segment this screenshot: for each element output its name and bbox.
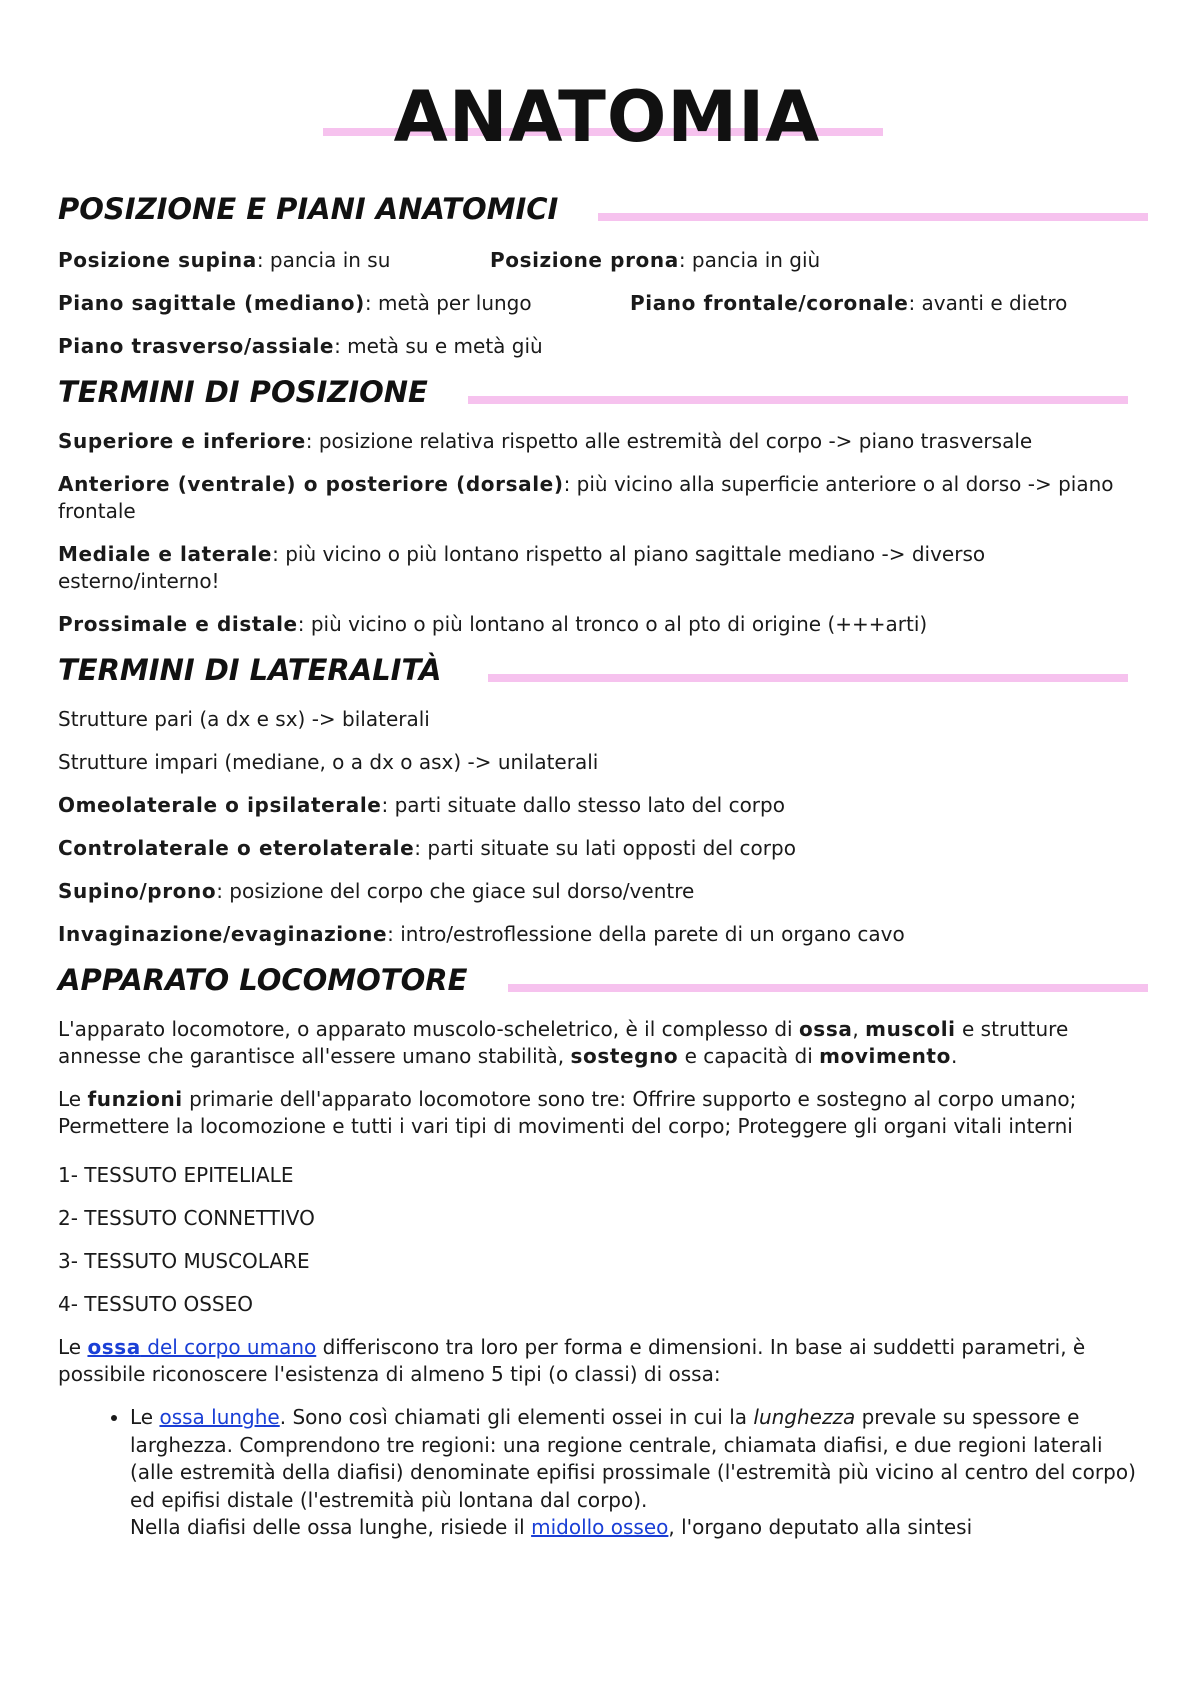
locomotore-paragraph-2: Le funzioni primarie dell'apparato locomotore sono tre: Offrire supporto e sostegno al corpo umano; Permettere la locomozione e tutti i vari tipi di movimenti del corpo; Proteggere gli organi vitali interni <box>58 1087 1077 1138</box>
prona-entry: Posizione prona: pancia in giù <box>490 248 821 272</box>
superiore-entry: Superiore e inferiore: posizione relativa rispetto alle estremità del corpo -> piano trasversale <box>58 429 1033 453</box>
tessuto-item-1: 1- TESSUTO EPITELIALE <box>58 1163 294 1187</box>
tessuto-item-2: 2- TESSUTO CONNETTIVO <box>58 1206 315 1230</box>
omeolaterale-entry: Omeolaterale o ipsilaterale: parti situate dallo stesso lato del corpo <box>58 793 785 817</box>
ossa-lunghe-link[interactable]: ossa lunghe <box>159 1405 280 1429</box>
trasverso-entry: Piano trasverso/assiale: metà su e metà giù <box>58 334 543 358</box>
heading-termini-posizione: TERMINI DI POSIZIONE <box>58 378 1148 414</box>
frontale-entry: Piano frontale/coronale: avanti e dietro <box>630 291 1068 315</box>
ossa-corpo-umano-link[interactable]: ossa del corpo umano <box>87 1335 317 1359</box>
heading-lateralita: TERMINI DI LATERALITÀ <box>58 656 1148 692</box>
heading-highlight <box>468 396 1128 404</box>
anteriore-entry: Anteriore (ventrale) o posteriore (dorsale): più vicino alla superficie anteriore o al dorso -> piano frontale <box>58 472 1114 523</box>
controlaterale-entry: Controlaterale o eterolaterale: parti situate su lati opposti del corpo <box>58 836 796 860</box>
title-block <box>58 0 1148 195</box>
impari-entry: Strutture impari (mediane, o a dx o asx) -> unilaterali <box>58 750 599 774</box>
heading-locomotore: APPARATO LOCOMOTORE <box>58 966 1148 1002</box>
supina-entry: Posizione supina: pancia in su <box>58 248 391 272</box>
sagittale-entry: Piano sagittale (mediano): metà per lungo <box>58 291 532 315</box>
invaginazione-entry: Invaginazione/evaginazione: intro/estroflessione della parete di un organo cavo <box>58 922 905 946</box>
mediale-entry: Mediale e laterale: più vicino o più lontano rispetto al piano sagittale mediano -> diverso esterno/interno! <box>58 542 986 593</box>
tessuto-item-4: 4- TESSUTO OSSEO <box>58 1292 254 1316</box>
heading-posizione: POSIZIONE E PIANI ANATOMICI <box>58 195 1148 231</box>
heading-highlight <box>508 984 1148 992</box>
prossimale-entry: Prossimale e distale: più vicino o più lontano al tronco o al pto di origine (+++arti) <box>58 612 928 636</box>
supino-entry: Supino/prono: posizione del corpo che giace sul dorso/ventre <box>58 879 695 903</box>
tessuto-item-3: 3- TESSUTO MUSCOLARE <box>58 1249 310 1273</box>
list-item: • Le ossa lunghe. Sono così chiamati gli elementi ossei in cui la lunghezza prevale su spessore e larghezza. Comprendono tre regioni: una regione centrale, chiamata diafisi, e due regioni laterali (alle estremità della diafisi) denominate epifisi prossimale (l'estremità più vicino al centro del corpo) ed epifisi distale (l'estremità più lontana dal corpo). Nella diafisi delle ossa lunghe, risiede il midollo osseo, l'organo deputato alla sintesi <box>130 1404 1150 1542</box>
document-page <box>58 0 1148 1542</box>
ossa-paragraph: Le ossa del corpo umano differiscono tra loro per forma e dimensioni. In base ai suddetti parametri, è possibile riconoscere l'esistenza di almeno 5 tipi (o classi) di ossa: <box>58 1335 1086 1386</box>
page-title: ANATOMIA <box>393 76 821 158</box>
row-sagittale-frontale <box>58 290 1148 317</box>
midollo-osseo-link[interactable]: midollo osseo <box>531 1515 669 1539</box>
heading-highlight <box>598 213 1148 221</box>
heading-highlight <box>488 674 1128 682</box>
row-supina-prona <box>58 247 1148 274</box>
pari-entry: Strutture pari (a dx e sx) -> bilaterali <box>58 707 430 731</box>
locomotore-paragraph-1: L'apparato locomotore, o apparato muscolo-scheletrico, è il complesso di ossa, muscoli e strutture annesse che garantisce all'essere umano stabilità, sostegno e capacità di movimento. <box>58 1017 1069 1068</box>
ossa-list <box>58 1404 1150 1542</box>
